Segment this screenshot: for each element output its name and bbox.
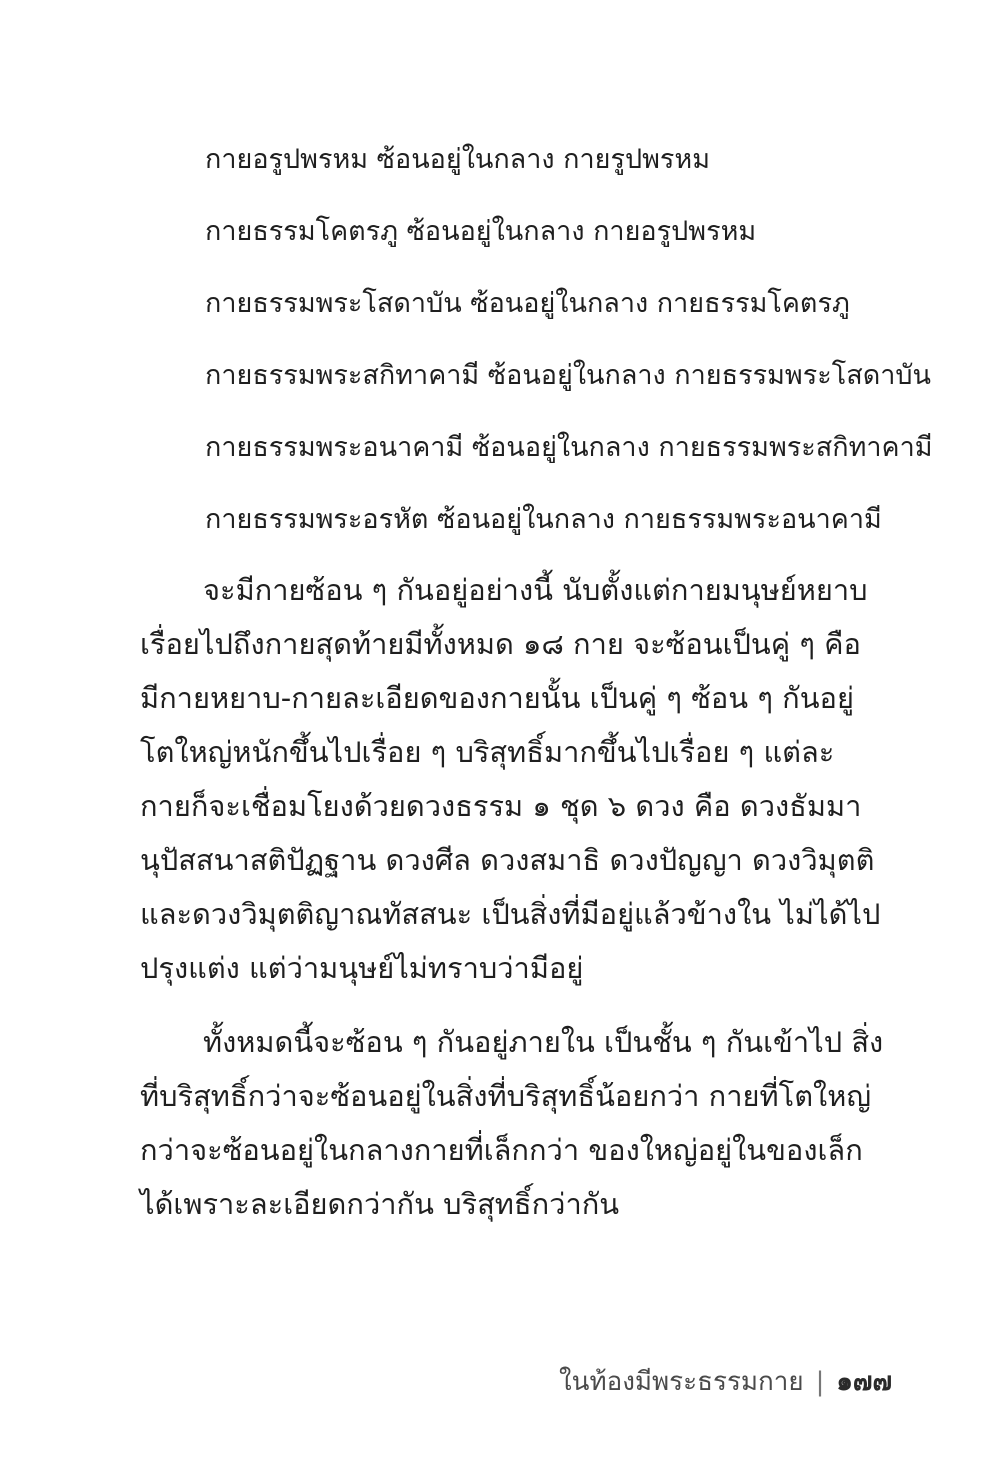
verse-line: กายธรรมพระอนาคามี ซ้อนอยู่ในกลาง กายธรรมพระสกิทาคามี (205, 432, 933, 463)
paragraph-line: มีกายหยาบ-กายละเอียดของกายนั้น เป็นคู่ ๆ ซ้อน ๆ กันอยู่ (140, 681, 854, 715)
paragraph-2 (140, 1015, 888, 1231)
paragraph-line: ปรุงแต่ง แต่ว่ามนุษย์ไม่ทราบว่ามีอยู่ (140, 951, 584, 985)
footer-separator: | (815, 1367, 825, 1397)
paragraph-line: โตใหญ่หนักขึ้นไปเรื่อย ๆ บริสุทธิ์มากขึ้นไปเรื่อย ๆ แต่ละ (140, 735, 835, 769)
page-number: ๑๗๗ (836, 1367, 892, 1397)
paragraph-line: กว่าจะซ้อนอยู่ในกลางกายที่เล็กกว่า ของใหญ่อยู่ในของเล็ก (140, 1133, 863, 1167)
paragraph-line: เรื่อยไปถึงกายสุดท้ายมีทั้งหมด ๑๘ กาย จะซ้อนเป็นคู่ ๆ คือ (140, 627, 861, 661)
paragraph-line: กายก็จะเชื่อมโยงด้วยดวงธรรม ๑ ชุด ๖ ดวง คือ ดวงธัมมา (140, 789, 862, 823)
verse-line: กายอรูปพรหม ซ้อนอยู่ในกลาง กายรูปพรหม (205, 144, 711, 175)
book-title: ในท้องมีพระธรรมกาย (558, 1367, 804, 1397)
verse-line: กายธรรมพระอรหัต ซ้อนอยู่ในกลาง กายธรรมพระอนาคามี (205, 504, 882, 535)
paragraph-line: ทั้งหมดนี้จะซ้อน ๆ กันอยู่ภายใน เป็นชั้น ๆ กันเข้าไป สิ่ง (203, 1025, 884, 1059)
verse-line: กายธรรมพระโสดาบัน ซ้อนอยู่ในกลาง กายธรรมโคตรภู (205, 288, 850, 319)
verse-line: กายธรรมพระสกิทาคามี ซ้อนอยู่ในกลาง กายธรรมพระโสดาบัน (205, 360, 931, 391)
paragraph-1 (140, 563, 888, 995)
paragraph-line: ได้เพราะละเอียดกว่ากัน บริสุทธิ์กว่ากัน (140, 1187, 620, 1221)
verse-line: กายธรรมโคตรภู ซ้อนอยู่ในกลาง กายอรูปพรหม (205, 216, 757, 247)
page-footer (559, 1365, 892, 1399)
paragraph-line: นุปัสสนาสติปัฏฐาน ดวงศีล ดวงสมาธิ ดวงปัญญา ดวงวิมุตติ (140, 843, 875, 877)
paragraph-line: และดวงวิมุตติญาณทัสสนะ เป็นสิ่งที่มีอยู่แล้วข้างใน ไม่ได้ไป (140, 897, 881, 931)
paragraph-line: ที่บริสุทธิ์กว่าจะซ้อนอยู่ในสิ่งที่บริสุทธิ์น้อยกว่า กายที่โตใหญ่ (140, 1079, 872, 1113)
paragraph-line: จะมีกายซ้อน ๆ กันอยู่อย่างนี้ นับตั้งแต่กายมนุษย์หยาบ (203, 573, 868, 607)
verse-block (205, 140, 933, 572)
